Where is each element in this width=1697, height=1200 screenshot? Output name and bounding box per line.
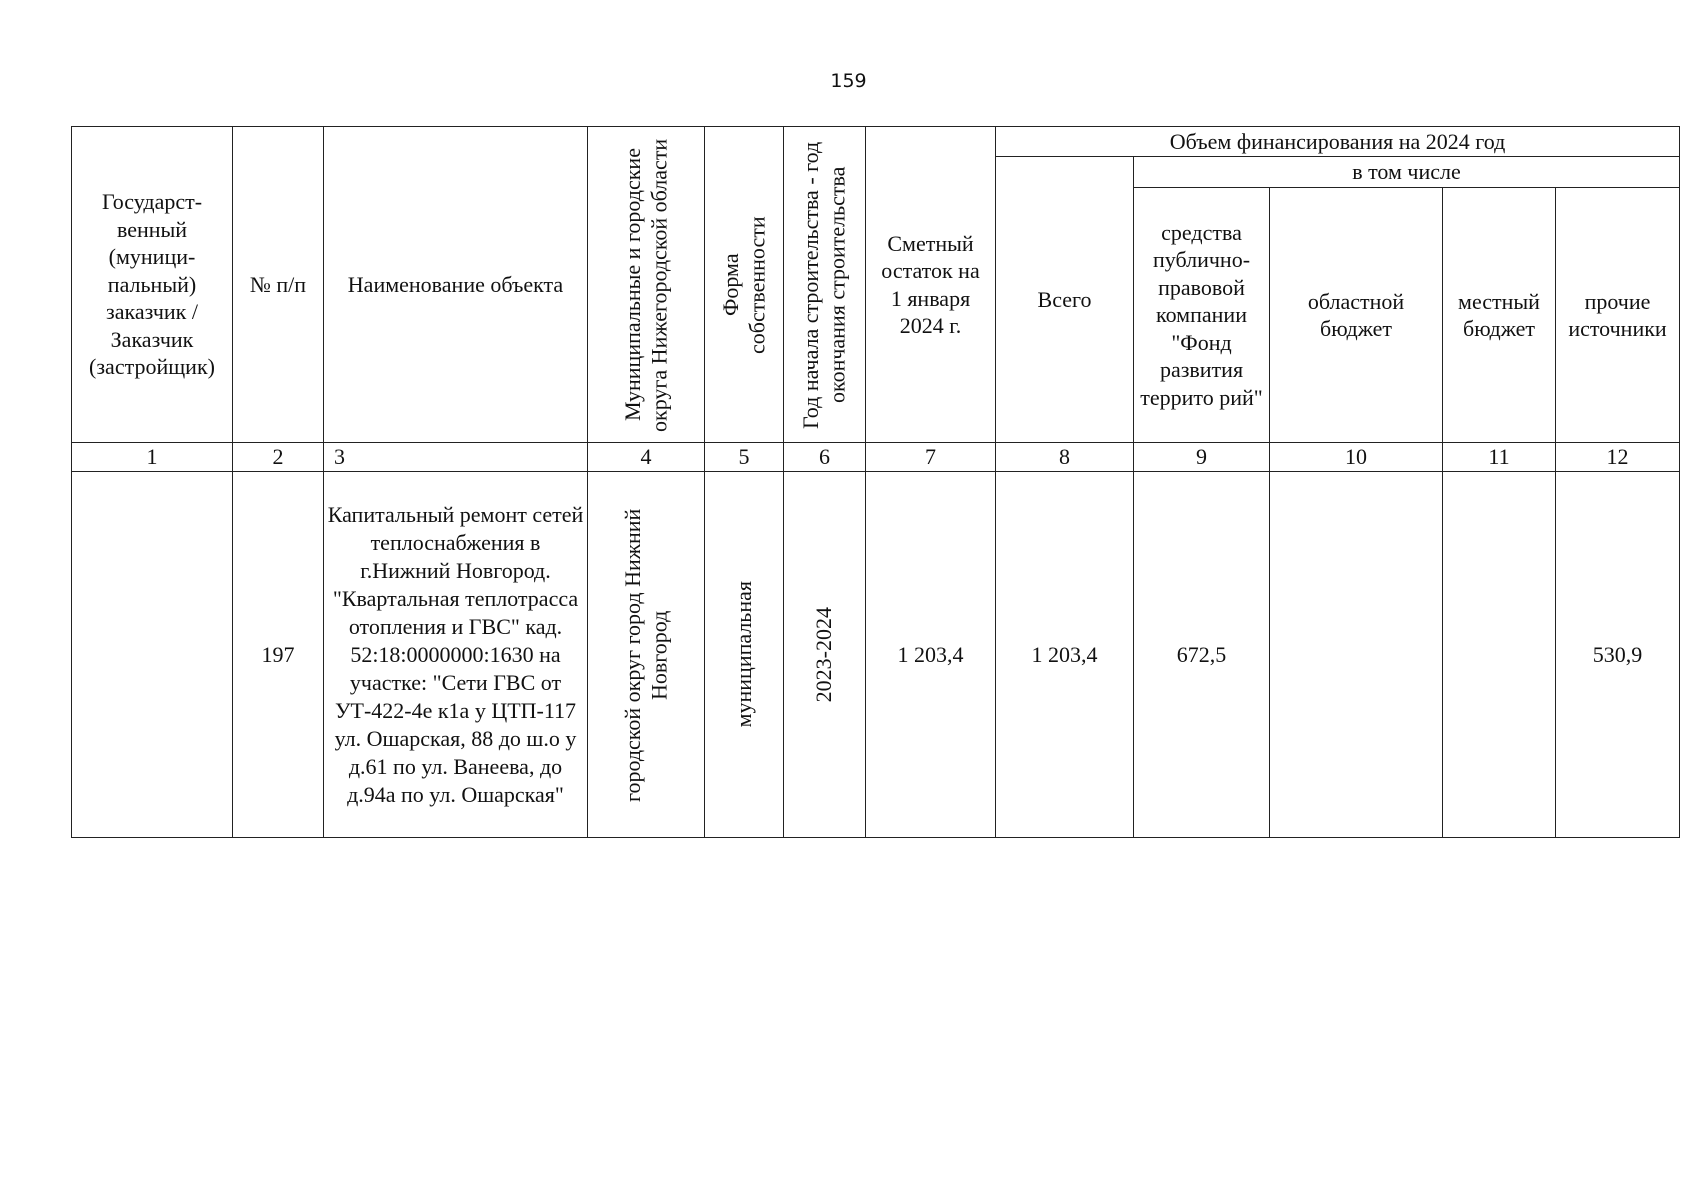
header-municipality-text: Муниципальные и городские округа Нижегородской области (619, 137, 671, 432)
header-customer: Государст-венный (муници-пальный) заказчик / Заказчик (застройщик) (72, 127, 233, 443)
row-estimated-balance: 1 203,4 (866, 472, 996, 838)
column-number: 2 (233, 443, 324, 472)
financing-table (71, 126, 1680, 838)
header-total: Всего (996, 157, 1134, 443)
header-years (784, 127, 866, 443)
header-number: № п/п (233, 127, 324, 443)
column-number: 4 (588, 443, 705, 472)
row-local-budget (1443, 472, 1556, 838)
header-years-text: Год начала строительства - год окончания строительства (798, 140, 850, 429)
header-local-budget: местный бюджет (1443, 188, 1556, 443)
column-number: 3 (324, 443, 588, 472)
column-number: 12 (1556, 443, 1680, 472)
row-ownership (705, 472, 784, 838)
row-years (784, 472, 866, 838)
header-object-name: Наименование объекта (324, 127, 588, 443)
column-number: 11 (1443, 443, 1556, 472)
column-number: 6 (784, 443, 866, 472)
header-ownership-text: Форма собственности (717, 215, 769, 354)
header-estimated-balance: Сметный остаток на 1 января 2024 г. (866, 127, 996, 443)
column-number: 10 (1270, 443, 1443, 472)
row-ownership-text: муниципальная (730, 581, 756, 728)
column-number: 8 (996, 443, 1134, 472)
row-number: 197 (233, 472, 324, 838)
header-regional-budget: областной бюджет (1270, 188, 1443, 443)
column-number: 7 (866, 443, 996, 472)
row-fund: 672,5 (1134, 472, 1270, 838)
row-other-sources: 530,9 (1556, 472, 1680, 838)
row-object-name: Капитальный ремонт сетей теплоснабжения в г.Нижний Новгород. "Квартальная теплотрасса отопления и ГВС" кад. 52:18:0000000:1630 на участке: "Сети ГВС от УТ-422-4е к1а у ЦТП-117 ул. Ошарская, 88 до ш.о у д.61 по ул. Ванеева, до д.94а по ул. Ошарская" (324, 472, 588, 838)
column-number: 1 (72, 443, 233, 472)
header-including: в том числе (1134, 157, 1680, 188)
row-municipality-text: городской округ город Нижний Новгород (619, 507, 671, 802)
row-customer (72, 472, 233, 838)
header-row-1 (72, 127, 1680, 157)
column-number: 9 (1134, 443, 1270, 472)
page-number: 159 (830, 70, 867, 92)
header-funding-volume: Объем финансирования на 2024 год (996, 127, 1680, 157)
header-municipality (588, 127, 705, 443)
header-fund: средства публично-правовой компании "Фонд развития террито рий" (1134, 188, 1270, 443)
row-years-text: 2023-2024 (811, 606, 837, 703)
table-row (72, 472, 1680, 838)
column-number: 5 (705, 443, 784, 472)
column-numbers-row (72, 443, 1680, 472)
header-ownership (705, 127, 784, 443)
row-total: 1 203,4 (996, 472, 1134, 838)
header-other-sources: прочие источники (1556, 188, 1680, 443)
row-municipality (588, 472, 705, 838)
row-regional-budget (1270, 472, 1443, 838)
